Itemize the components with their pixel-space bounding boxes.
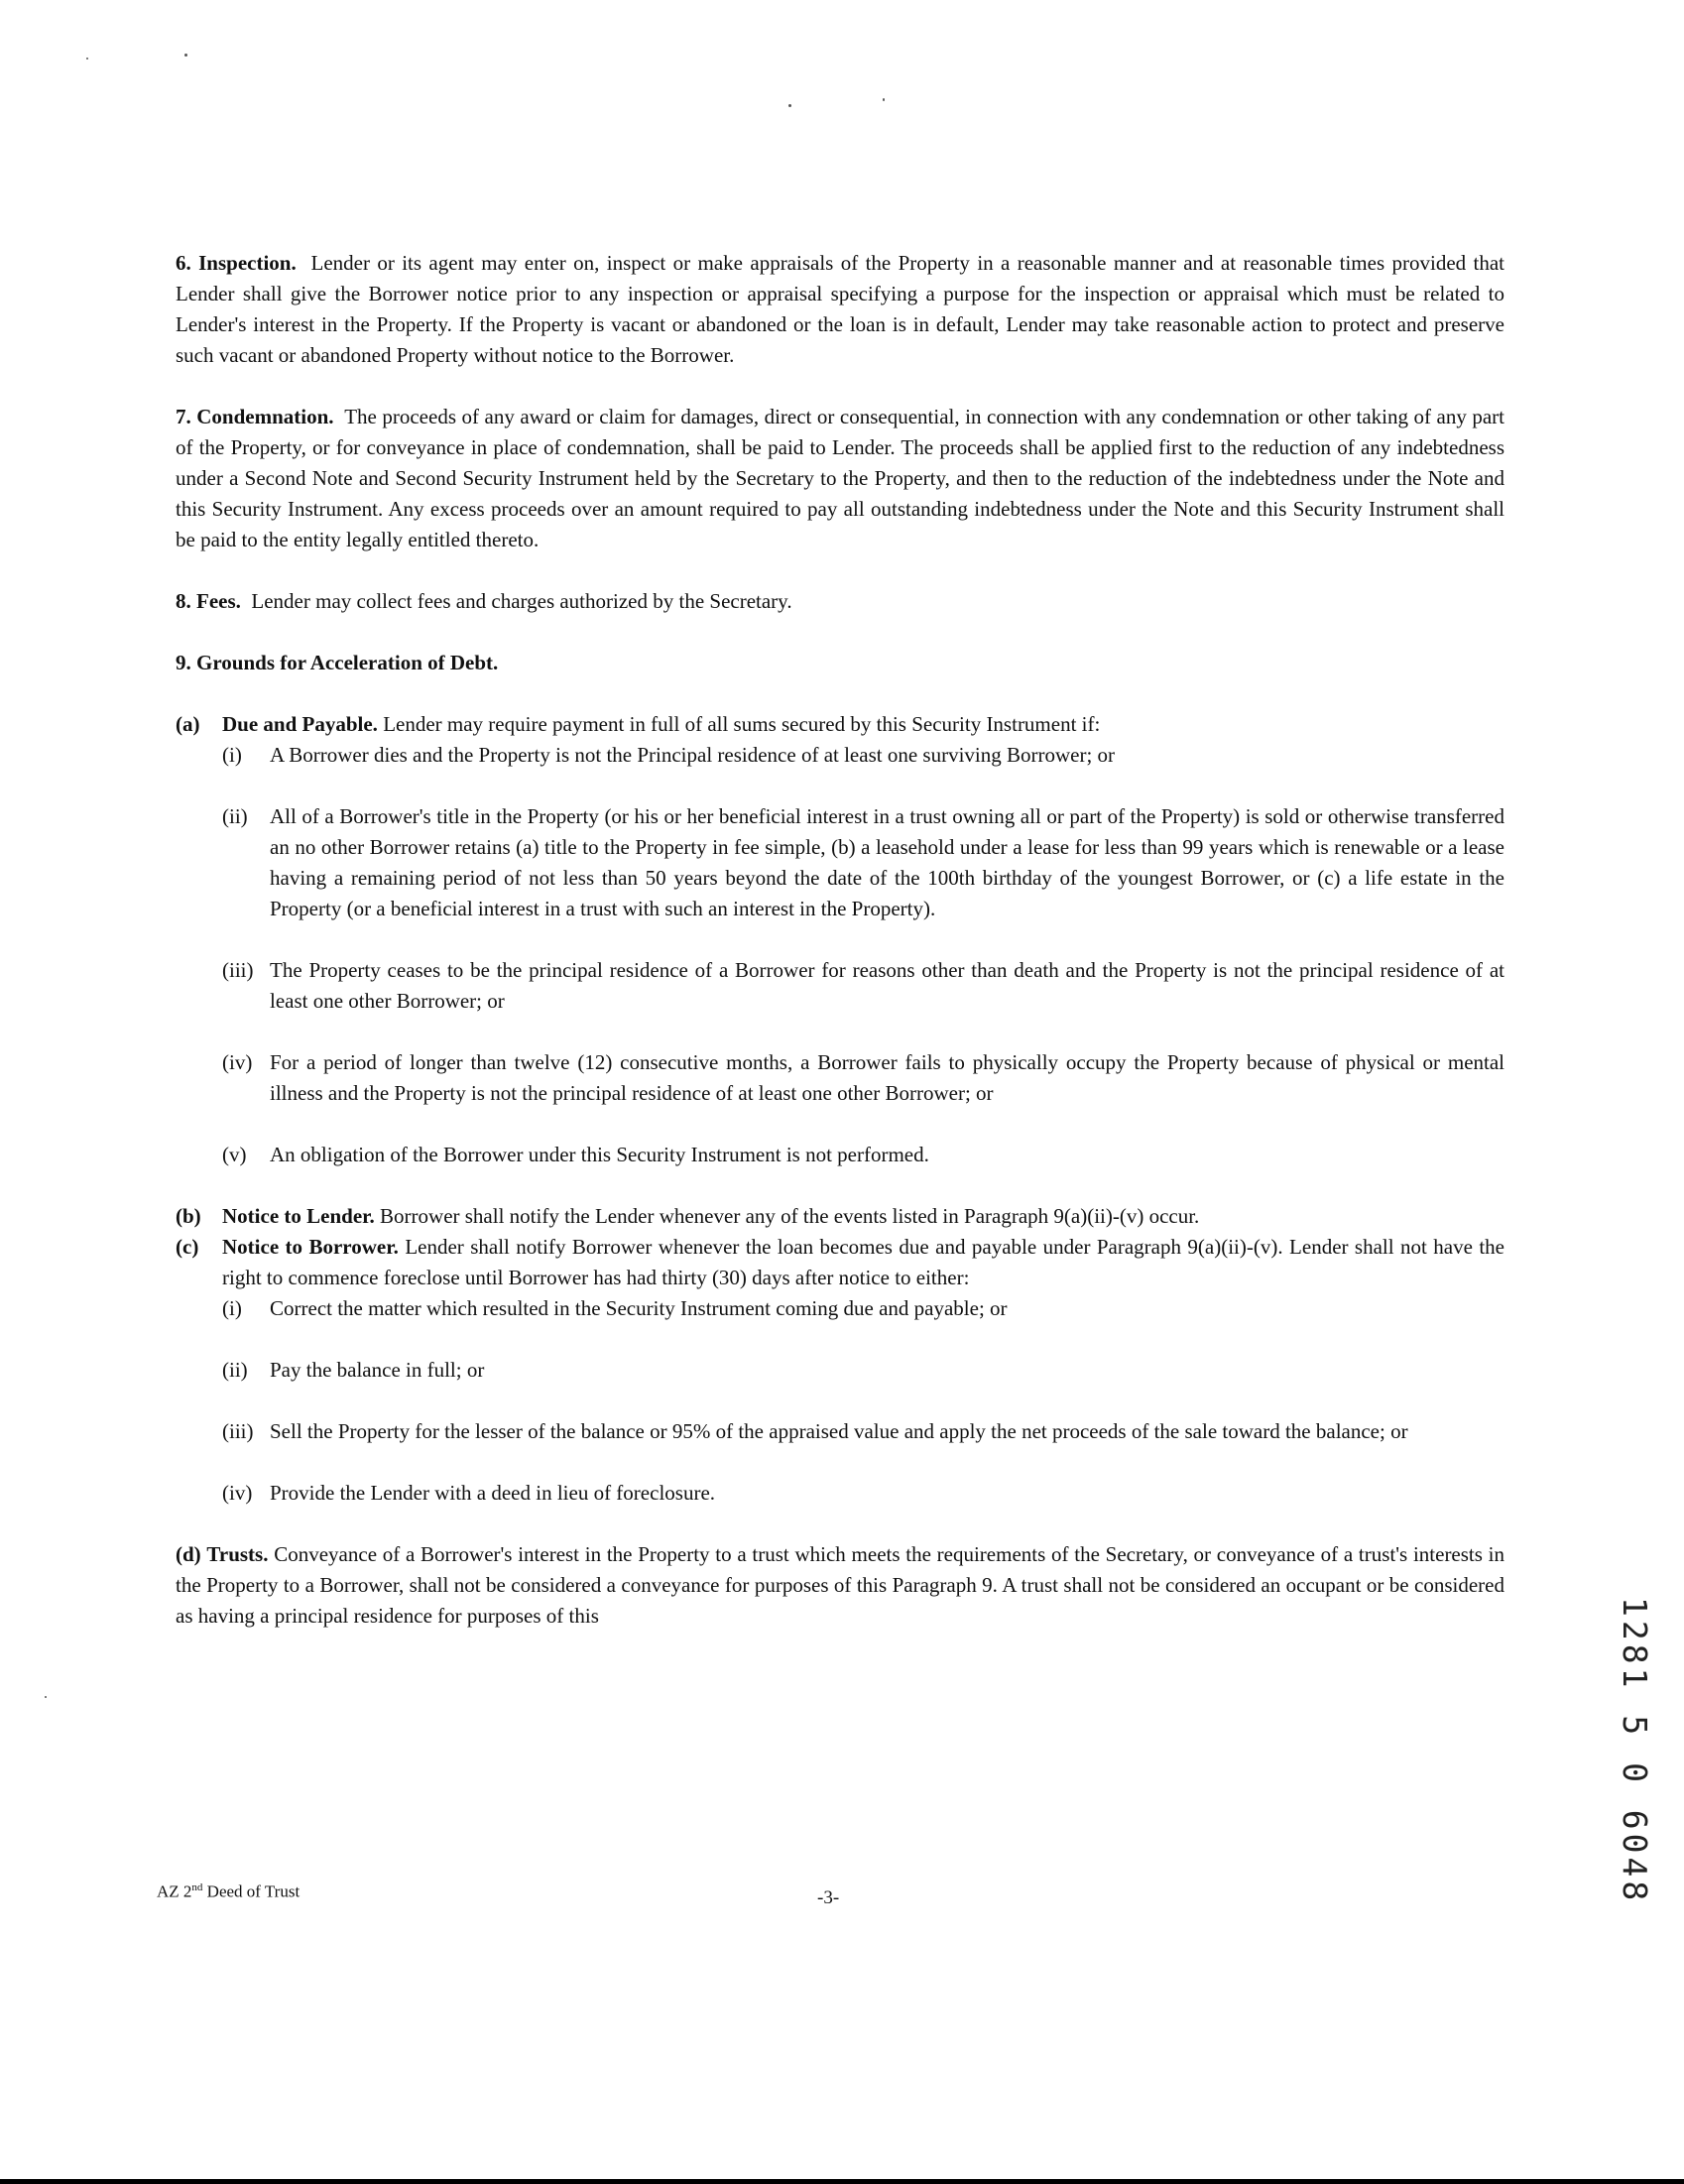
list-item: [176, 740, 1504, 771]
item-text: All of a Borrower's title in the Property (or his or her beneficial interest in a trust owning all or part of the Property) is sold or otherwise transferred an no other Borrower retains (a) title to the Property in fee simple, (b) a leasehold under a lease for less than 99 years which is renewable or a lease having a remaining period of not less than 50 years beyond the date of the 100th birthday of the youngest Borrower, or (c) a life estate in the Property (or a beneficial interest in a trust with such an interest in the Property).: [270, 804, 1504, 920]
subsection-body: Borrower shall notify the Lender whenever any of the events listed in Paragraph 9(a)(ii)-(v) occur.: [380, 1204, 1200, 1228]
list-item: [176, 1293, 1504, 1324]
subsection-body: Lender shall notify Borrower whenever the loan becomes due and payable under Paragraph 9(a)(ii)-(v). Lender shall not have the right to commence foreclose until Borrower has had thirty (30) days after notice to either:: [222, 1235, 1505, 1289]
section-heading: 6. Inspection.: [176, 251, 297, 275]
section-heading: 7. Condemnation.: [176, 405, 334, 428]
footer-document-title: [157, 1881, 300, 1902]
scan-speck: [45, 1696, 47, 1698]
scan-speck: [184, 54, 187, 57]
item-number: (iii): [222, 958, 254, 982]
list-item: [176, 1355, 1504, 1386]
item-text: The Property ceases to be the principal residence of a Borrower for reasons other than death and the Property is not the principal residence of at least one other Borrower; or: [270, 958, 1504, 1013]
section-body: Lender or its agent may enter on, inspect or make appraisals of the Property in a reasonable manner and at reasonable times provided that Lender shall give the Borrower notice prior to any inspection or appraisal specifying a purpose for the inspection or appraisal which must be related to Lender's interest in the Property. If the Property is vacant or abandoned or the loan is in default, Lender may take reasonable action to protect and preserve such vacant or abandoned Property without notice to the Borrower.: [176, 251, 1505, 367]
item-text: A Borrower dies and the Property is not the Principal residence of at least one surviving Borrower; or: [270, 743, 1116, 767]
section-7-condemnation: [176, 402, 1504, 555]
item-text: Provide the Lender with a deed in lieu of foreclosure.: [270, 1481, 716, 1505]
margin-recording-stamp: 1281 5 0 6048: [1616, 1597, 1654, 1905]
subsection-title: Trusts.: [206, 1542, 269, 1566]
subsection-a-due-and-payable: [176, 709, 1504, 740]
item-number: (ii): [222, 1358, 248, 1382]
item-number: (v): [222, 1143, 247, 1166]
footer-superscript: nd: [191, 1881, 203, 1893]
item-number: (i): [222, 743, 242, 767]
list-item: [176, 955, 1504, 1017]
item-number: (ii): [222, 804, 248, 828]
scan-speck: [883, 98, 885, 101]
list-item: [176, 1478, 1504, 1509]
subsection-body: Conveyance of a Borrower's interest in the Property to a trust which meets the requirements of the Secretary, or conveyance of a trust's interests in the Property to a Borrower, shall not be considered a conveyance for purposes of this Paragraph 9. A trust shall not be considered an occupant or be considered as having a principal residence for purposes of this: [176, 1542, 1505, 1628]
list-item: [176, 1416, 1504, 1447]
item-text: Sell the Property for the lesser of the balance or 95% of the appraised value and apply the net proceeds of the sale toward the balance; or: [270, 1419, 1408, 1443]
section-9-heading: [176, 648, 1504, 678]
subsection-title: Notice to Borrower.: [222, 1235, 399, 1259]
subsection-title: Due and Payable.: [222, 712, 378, 736]
item-number: (iii): [222, 1419, 254, 1443]
item-text: An obligation of the Borrower under this Security Instrument is not performed.: [270, 1143, 929, 1166]
subsection-d-trusts: [176, 1539, 1504, 1632]
footer-prefix: AZ 2: [157, 1881, 192, 1901]
section-8-fees: [176, 586, 1504, 617]
list-item: [176, 1047, 1504, 1109]
scan-bottom-edge: [0, 2179, 1684, 2184]
subsection-label: (a): [176, 712, 200, 736]
page-number: -3-: [817, 1887, 840, 1908]
item-text: For a period of longer than twelve (12) consecutive months, a Borrower fails to physically occupy the Property because of physical or mental illness and the Property is not the principal residence of at least one other Borrower; or: [270, 1050, 1504, 1105]
scan-speck: [86, 58, 88, 60]
document-body: [176, 248, 1504, 1662]
section-6-inspection: [176, 248, 1504, 371]
footer-suffix: Deed of Trust: [202, 1881, 301, 1901]
list-item: [176, 1140, 1504, 1170]
item-text: Pay the balance in full; or: [270, 1358, 485, 1382]
item-number: (i): [222, 1296, 242, 1320]
subsection-label: (b): [176, 1204, 201, 1228]
list-item: [176, 801, 1504, 924]
scan-speck: [788, 104, 791, 107]
item-text: Correct the matter which resulted in the Security Instrument coming due and payable; or: [270, 1296, 1008, 1320]
section-body: The proceeds of any award or claim for damages, direct or consequential, in connection with any condemnation or other taking of any part of the Property, or for conveyance in place of condemnation, shall be paid to Lender. The proceeds shall be applied first to the reduction of any indebtedness under a Second Note and Second Security Instrument held by the Secretary to the Property, and then to the reduction of the indebtedness under the Note and this Security Instrument. Any excess proceeds over an amount required to pay all outstanding indebtedness under the Note and this Security Instrument shall be paid to the entity legally entitled thereto.: [176, 405, 1504, 551]
item-number: (iv): [222, 1050, 253, 1074]
section-heading: 8. Fees.: [176, 589, 241, 613]
subsection-title: Notice to Lender.: [222, 1204, 375, 1228]
item-number: (iv): [222, 1481, 253, 1505]
section-body: Lender may collect fees and charges authorized by the Secretary.: [251, 589, 792, 613]
subsection-body: Lender may require payment in full of all sums secured by this Security Instrument if:: [383, 712, 1101, 736]
section-heading: 9. Grounds for Acceleration of Debt.: [176, 651, 499, 674]
subsection-label: (d): [176, 1542, 201, 1566]
subsection-label: (c): [176, 1235, 199, 1259]
subsection-b-notice-to-lender: [176, 1201, 1504, 1232]
subsection-c-notice-to-borrower: [176, 1232, 1504, 1293]
